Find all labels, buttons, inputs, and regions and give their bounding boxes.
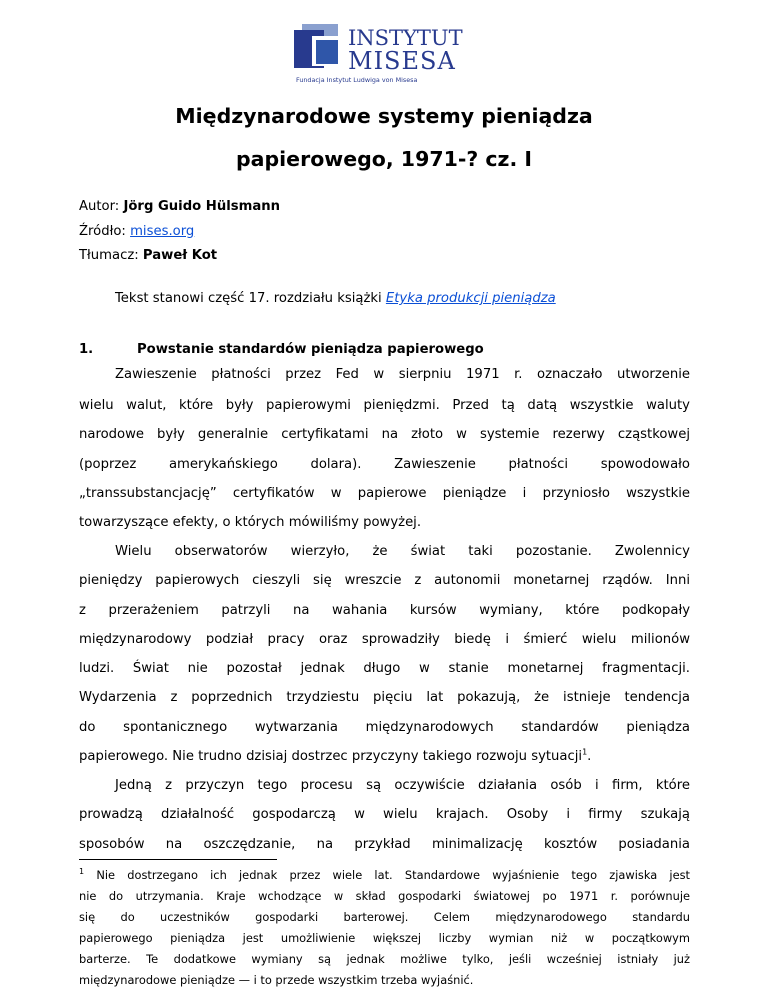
body-line-text: papierowego. Nie trudno dzisiaj dostrzec przyczyny takiego rozwoju sytuacji <box>79 749 583 764</box>
book-link[interactable]: Etyka produkcji pieniądza <box>385 291 556 306</box>
body-line: z przerażeniem patrzyli na wahania kursów wymiany, które podkopały <box>79 603 690 618</box>
body-line: (poprzez amerykańskiego dolara). Zawieszenie płatności spowodowało <box>79 457 690 472</box>
footnote-line: się do uczestników gospodarki barterowej. Celem międzynarodowego standardu <box>79 910 690 924</box>
body-line: międzynarodowy podział pracy oraz sprowadziły biedę i śmierć wielu milionów <box>79 632 690 647</box>
sentence-end: . <box>587 749 592 764</box>
section-number: 1. <box>79 342 94 357</box>
section-title: Powstanie standardów pieniądza papierowego <box>137 342 484 357</box>
logo-tagline: Fundacja Instytut Ludwiga von Misesa <box>296 76 418 84</box>
body-line: ludzi. Świat nie pozostał jednak długo w stanie monetarnej fragmentacji. <box>79 661 690 676</box>
source-line <box>79 224 194 239</box>
footnote-text: Nie dostrzegano ich jednak przez wiele lat. Standardowe wyjaśnienie tego zjawiska jest <box>96 868 690 882</box>
source-link[interactable]: mises.org <box>130 224 195 239</box>
footnote-line: nie do utrzymania. Kraje wchodzące w skład gospodarki światowej po 1971 r. porównuje <box>79 889 690 903</box>
footnote-reference[interactable]: 1 <box>582 747 588 757</box>
footnote-line: międzynarodowe pieniądze — i to przede wszystkim trzeba wyjaśnić. <box>79 973 474 987</box>
body-line: do spontanicznego wytwarzania międzynarodowych standardów pieniądza <box>79 720 690 735</box>
logo-line1: INSTYTUT <box>348 26 463 50</box>
body-line-with-footnote <box>79 749 690 764</box>
body-line: sposobów na oszczędzanie, na przykład minimalizację kosztów posiadania <box>79 837 690 852</box>
body-line: Jedną z przyczyn tego procesu są oczywiście działania osób i firm, które <box>115 778 690 793</box>
intro-line <box>115 291 556 306</box>
footnote-line <box>79 868 690 882</box>
body-line: prowadzą działalność gospodarczą w wielu krajach. Osoby i firmy szukają <box>79 807 690 822</box>
author-line <box>79 199 280 214</box>
translator-label: Tłumacz: <box>79 248 139 263</box>
logo-graphic <box>292 20 478 84</box>
footnote-line: barterze. Te dodatkowe wymiany są jednak możliwe tylko, jeśli wcześniej istniały już <box>79 952 690 966</box>
body-line: narodowe były generalnie certyfikatami na złoto w systemie rezerwy cząstkowej <box>79 427 690 442</box>
author-name: Jörg Guido Hülsmann <box>123 199 281 214</box>
body-line: Zawieszenie płatności przez Fed w sierpniu 1971 r. oznaczało utworzenie <box>115 367 690 382</box>
source-label: Źródło: <box>79 224 126 239</box>
logo-line2: MISESA <box>348 47 456 75</box>
body-line: pieniędzy papierowych cieszyli się wreszcie z autonomii monetarnej rządów. Inni <box>79 573 690 588</box>
page-title-line2: papierowego, 1971-? cz. I <box>235 147 533 171</box>
body-line: wielu walut, które były papierowymi pieniędzmi. Przed tą datą wszystkie waluty <box>79 398 690 413</box>
instytut-misesa-logo <box>292 20 478 84</box>
body-line: Wydarzenia z poprzednich trzydziestu pięciu lat pokazują, że istnieje tendencja <box>79 690 690 705</box>
body-line: towarzyszące efekty, o których mówiliśmy powyżej. <box>79 515 422 530</box>
footnote-line: papierowego pieniądza jest umożliwienie większej liczby wymian niż w początkowym <box>79 931 690 945</box>
footnote-separator <box>79 859 277 860</box>
translator-line <box>79 248 217 263</box>
body-line: Wielu obserwatorów wierzyło, że świat taki pozostanie. Zwolennicy <box>115 544 690 559</box>
page-title-line1: Międzynarodowe systemy pieniądza <box>175 104 593 128</box>
body-line: „transsubstancjację” certyfikatów w papierowe pieniądze i przyniosło wszystkie <box>79 486 690 501</box>
footnote-marker: 1 <box>79 867 85 877</box>
author-label: Autor: <box>79 199 120 214</box>
translator-name: Paweł Kot <box>142 248 218 263</box>
intro-text: Tekst stanowi część 17. rozdziału książki <box>115 291 386 306</box>
